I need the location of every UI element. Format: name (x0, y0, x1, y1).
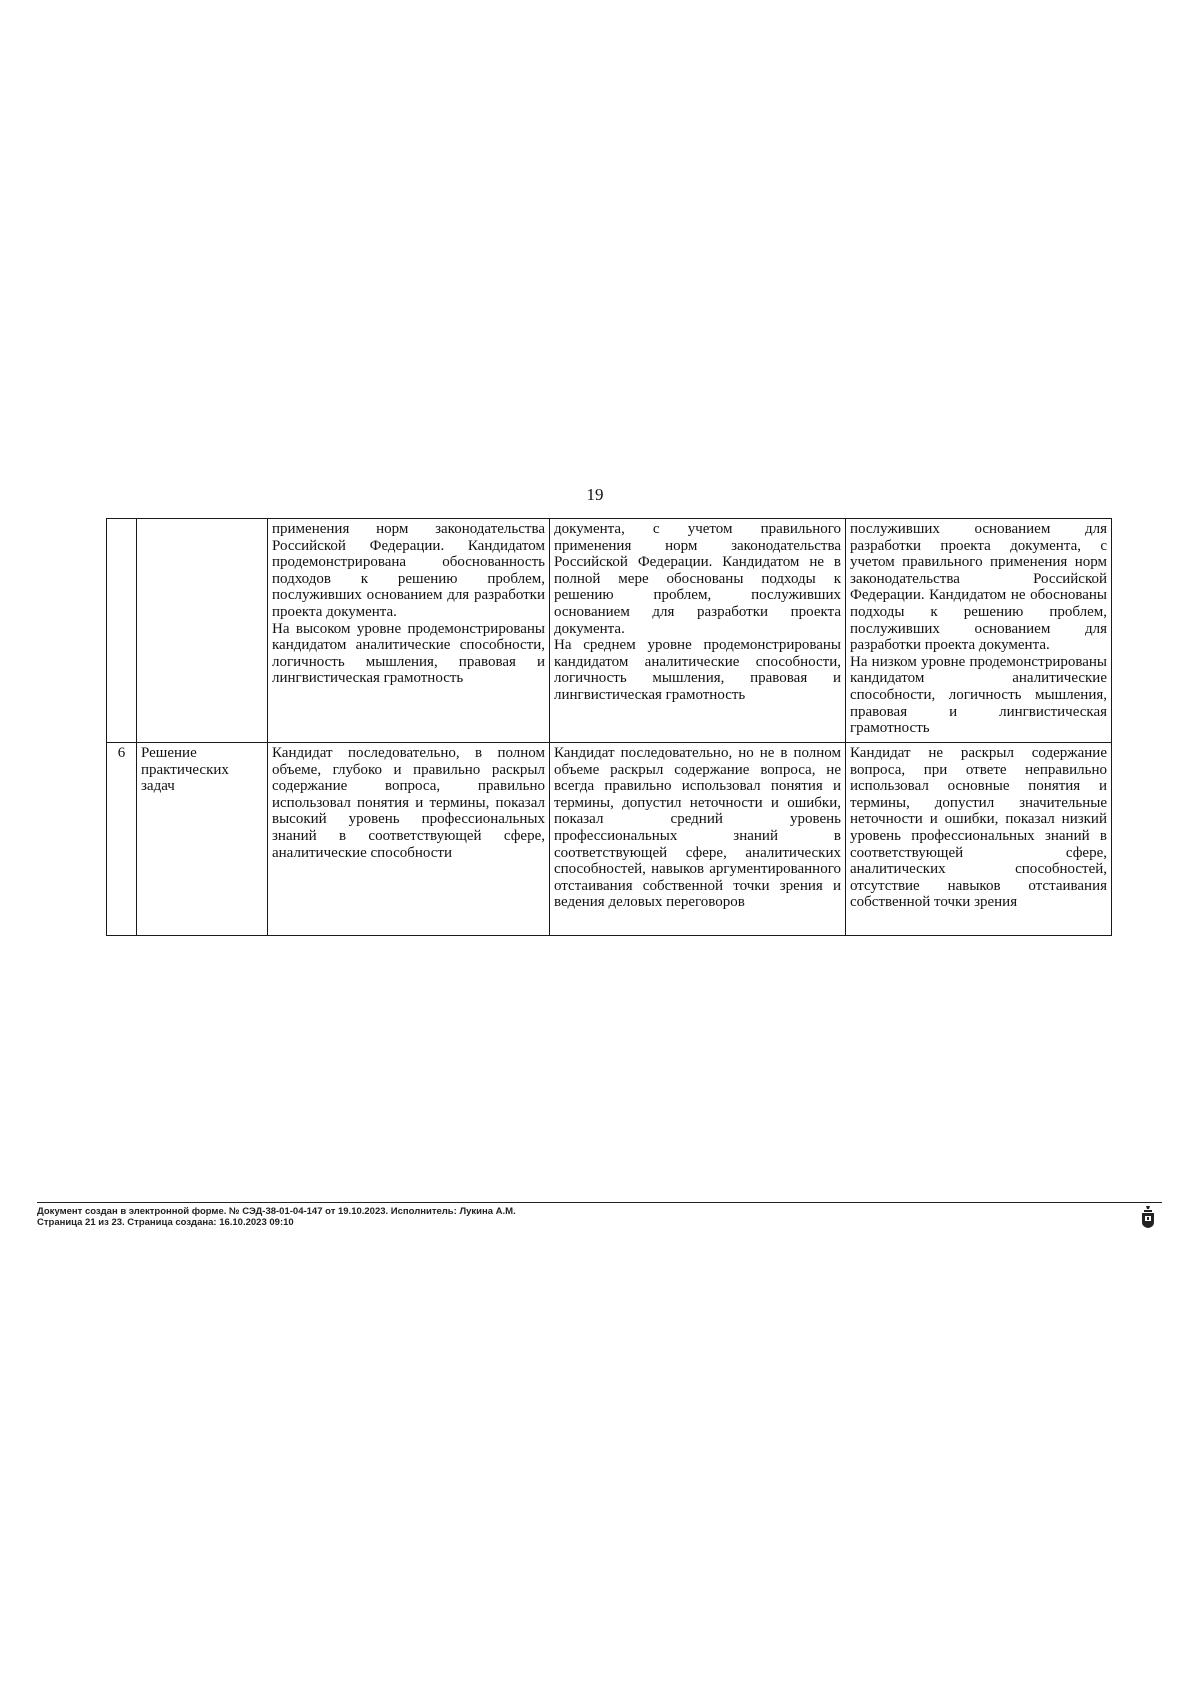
criterion-cell: Решение практических задач (137, 743, 268, 936)
cell-paragraph: Кандидат последовательно, но не в полном объеме раскрыл содержание вопроса, не всегда правильно использовал понятия и термины, допустил неточности и ошибки, показал средний уровень профессиональных знаний в соответствующей сфере, аналитических способностей, навыков аргументированного отстаивания собственной точки зрения и ведения деловых переговоров (554, 745, 841, 911)
criteria-table (106, 518, 1112, 936)
table-row (107, 519, 1112, 743)
page-number: 19 (586, 485, 604, 504)
cell-paragraph: документа, с учетом правильного применения норм законодательства Российской Федерации. Кандидатом не в полной мере обоснованы подходы к решению проблем, послуживших основанием для разработки проекта документа. (554, 521, 841, 637)
row-number-cell (107, 519, 137, 743)
footer-stamp (37, 1206, 516, 1228)
high-level-cell (268, 743, 550, 936)
footer-divider (37, 1202, 1162, 1203)
row-number-cell: 6 (107, 743, 137, 936)
cell-paragraph: Кандидат последовательно, в полном объеме, глубоко и правильно раскрыл содержание вопроса, правильно использовал понятия и термины, показал высокий уровень профессиональных знаний в соответствующей сфере, аналитические способности (272, 745, 545, 861)
criterion-cell (137, 519, 268, 743)
cell-paragraph: На среднем уровне продемонстрированы кандидатом аналитические способности, логичность мышления, правовая и лингвистическая грамотность (554, 637, 841, 703)
high-level-cell (268, 519, 550, 743)
cell-paragraph: На высоком уровне продемонстрированы кандидатом аналитические способности, логичность мышления, правовая и лингвистическая грамотность (272, 620, 545, 687)
footer-line-1: Документ создан в электронной форме. № СЭД-38-01-04-147 от 19.10.2023. Исполнитель: Лукина А.М. (37, 1206, 516, 1217)
cell-paragraph: Кандидат не раскрыл содержание вопроса, при ответе неправильно использовал основные понятия и термины, допустил значительные неточности и ошибки, показал низкий уровень профессиональных знаний в соответствующей сфере, аналитических способностей, отсутствие навыков отстаивания собственной точки зрения (850, 745, 1107, 911)
footer-line-2: Страница 21 из 23. Страница создана: 16.10.2023 09:10 (37, 1217, 294, 1228)
medium-level-cell (550, 743, 846, 936)
low-level-cell (846, 743, 1112, 936)
coat-of-arms-icon (1141, 1205, 1155, 1229)
cell-paragraph: послуживших основанием для разработки проекта документа, с учетом правильного применения норм законодательства Российской Федерации. Кандидатом не обоснованы подходы к решению проблем, послуживших основанием для разработки проекта документа. (850, 521, 1107, 654)
cell-paragraph: применения норм законодательства Российской Федерации. Кандидатом продемонстрирована обоснованность подходов к решению проблем, послуживших основанием для разработки проекта документа. (272, 521, 545, 620)
table-row (107, 743, 1112, 936)
low-level-cell (846, 519, 1112, 743)
medium-level-cell (550, 519, 846, 743)
cell-paragraph: На низком уровне продемонстрированы кандидатом аналитические способности, логичность мышления, правовая и лингвистическая грамотность (850, 653, 1107, 737)
